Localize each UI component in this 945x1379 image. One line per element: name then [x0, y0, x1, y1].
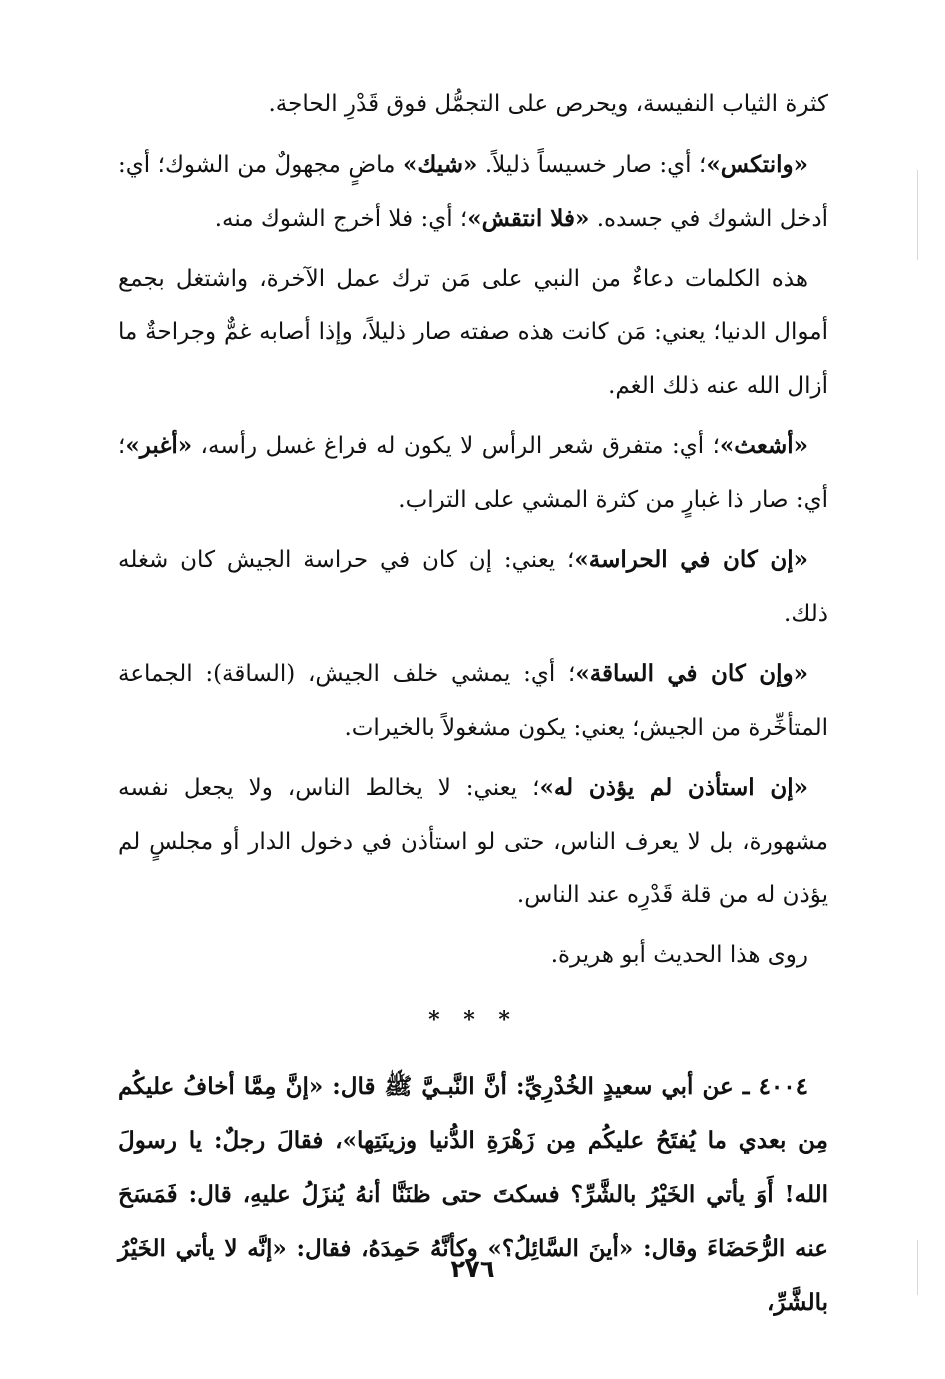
paragraph	[118, 419, 828, 527]
commentary-section	[118, 78, 828, 982]
term-quote: «أغبر»	[125, 432, 193, 459]
paragraph	[118, 138, 828, 247]
paragraph-text: ؛ أي: متفرق شعر الرأس لا يكون له فراغ غسل رأسه،	[192, 433, 720, 459]
term-quote: «وانتكس»	[706, 150, 808, 178]
term-quote: «شيك»	[403, 150, 478, 178]
hadith-text: ٤٠٠٤ ـ عن أبي سعيدٍ الخُدْرِيِّ: أنَّ النَّبـيَّ ﷺ قال: «إنَّ مِمَّا أخافُ عليكُم مِن بعدي ما يُفتَحُ عليكُم مِن زَهْرَةِ الدُّنيا وزينَتِها»، فقالَ رجلٌ: يا رسولَ الله! أَوَ يأتي الخَيْرُ بالشَّرِّ؟ فسكتَ حتى ظنَنَّا أنهُ يُنزَلُ عليهِ، قال: فَمَسَحَ عنه الرُّحَضَاءَ وقال: «أينَ السَّائِلُ؟» وكأنَّهُ حَمِدَهُ، فقال: «إنَّه لا يأتي الخَيْرُ بالشَّرِّ،	[118, 1073, 828, 1316]
paragraph-text: روى هذا الحديث أبو هريرة.	[550, 941, 808, 968]
paragraph-text: ؛ يعني: لا يخالط الناس، ولا يجعل نفسه مشهورة، بل لا يعرف الناس، حتى لو استأذن في دخول الدار أو مجلسٍ لم يؤذن له من قلة قَدْرِه عند الناس.	[118, 775, 828, 908]
paragraph-text: ؛ أي: صار ذا غبارٍ من كثرة المشي على التراب.	[118, 433, 828, 513]
paragraph	[118, 929, 828, 983]
page-number: ٢٧٦	[450, 1255, 495, 1283]
term-quote: «فلا انتقش»	[467, 205, 590, 232]
paragraph	[118, 761, 828, 923]
paragraph	[118, 647, 828, 755]
paragraph	[118, 78, 828, 132]
paragraph	[118, 533, 828, 641]
paragraph	[118, 253, 828, 414]
paragraph-text: ؛ يعني: إن كان في حراسة الجيش كان شغله ذلك.	[118, 547, 828, 627]
term-quote: «أشعث»	[719, 432, 808, 459]
section-separator: * * *	[428, 1007, 518, 1033]
term-quote: «وإن كان في الساقة»	[575, 660, 808, 687]
margin-mark	[917, 170, 918, 260]
paragraph-text: ؛ أي: صار خسيساً ذليلاً.	[477, 151, 707, 178]
term-quote: «إن استأذن لم يؤذن له»	[539, 774, 808, 801]
page-body	[118, 78, 828, 1330]
paragraph-text: كثرة الثياب النفيسة، ويحرص على التجمُّل فوق قَدْرِ الحاجة.	[268, 91, 828, 117]
paragraph-text: ؛ أي: فلا أخرج الشوك منه.	[214, 206, 468, 232]
paragraph-text: هذه الكلمات دعاءٌ من النبي على مَن ترك عمل الآخرة، واشتغل بجمع أموال الدنيا؛ يعني: مَن كانت هذه صفته صار ذليلاً، وإذا أصابه غمٌّ وجراحةٌ ما أزال الله عنه ذلك الغم.	[118, 265, 828, 399]
term-quote: «إن كان في الحراسة»	[574, 546, 808, 573]
paragraph-text: ؛ أي: يمشي خلف الجيش، (الساقة): الجماعة المتأخِّرة من الجيش؛ يعني: يكون مشغولاً بالخيرات.	[118, 661, 828, 741]
paragraph-text: ماضٍ مجهولٌ من الشوك؛ أي: أدخل الشوك في جسده.	[118, 151, 828, 232]
